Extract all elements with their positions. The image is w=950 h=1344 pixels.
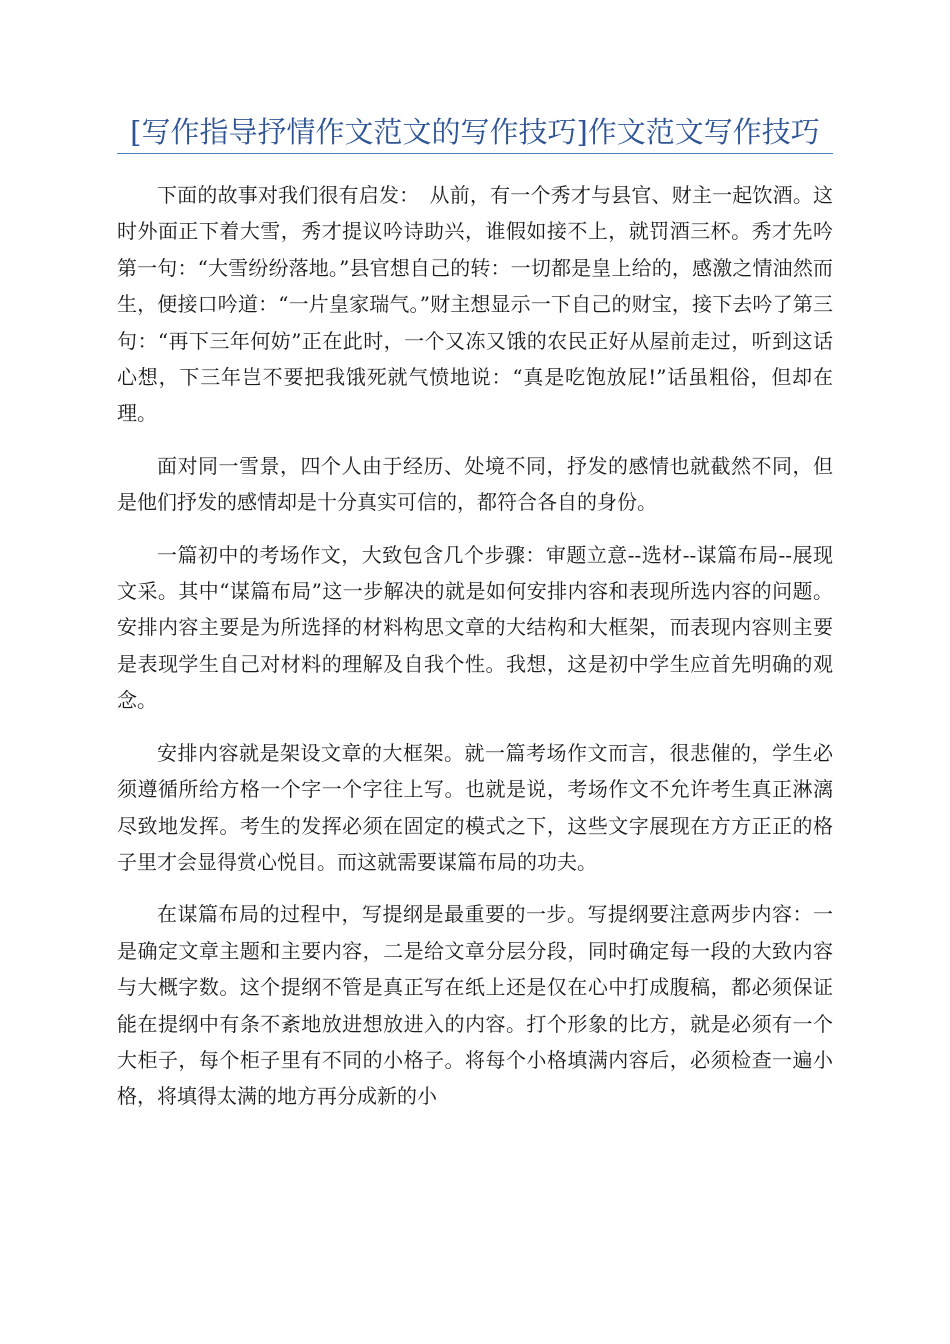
- document-body: [117, 177, 833, 1131]
- paragraph-framework: 安排内容就是架设文章的大框架。就一篇考场作文而言，很悲催的，学生必须遵循所给方格一个字一个字往上写。也就是说，考场作文不允许考生真正淋漓尽致地发挥。考生的发挥必须在固定的模式之下，这些文字展现在方方正正的格子里才会显得赏心悦目。而这就需要谋篇布局的功夫。: [117, 740, 833, 874]
- document-title: [写作指导抒情作文范文的写作技巧]作文范文写作技巧: [130, 115, 820, 149]
- paragraph-story: 下面的故事对我们很有启发： 从前，有一个秀才与县官、财主一起饮酒。这时外面正下着大雪，秀才提议吟诗助兴，谁假如接不上，就罚酒三杯。秀才先吟第一句：“大雪纷纷落地。”县官想自己的转：一切都是皇上给的，感激之情油然而生，便接口吟道：“一片皇家瑞气。”财主想显示一下自己的财宝，接下去吟了第三句：“再下三年何妨”正在此时，一个又冻又饿的农民正好从屋前走过，听到这话心想，下三年岂不要把我饿死就气愤地说：“真是吃饱放屁!”话虽粗俗，但却在理。: [117, 183, 833, 426]
- paragraph-exam-steps: 一篇初中的考场作文，大致包含几个步骤：审题立意--选材--谋篇布局--展现文采。其中“谋篇布局”这一步解决的就是如何安排内容和表现所选内容的问题。安排内容主要是为所选择的材料构思文章的大结构和大框架，而表现内容则主要是表现学生自己对材料的理解及自我个性。我想，这是初中学生应首先明确的观念。: [117, 542, 833, 713]
- title-underline: [117, 153, 833, 154]
- paragraph-outline: 在谋篇布局的过程中，写提纲是最重要的一步。写提纲要注意两步内容：一是确定文章主题和主要内容，二是给文章分层分段，同时确定每一段的大致内容与大概字数。这个提纲不管是真正写在纸上还是仅在心中打成腹稿，都必须保证能在提纲中有条不紊地放进想放进入的内容。打个形象的比方，就是必须有一个大柜子，每个柜子里有不同的小格子。将每个小格填满内容后，必须检查一遍小格，将填得太满的地方再分成新的小: [117, 902, 833, 1109]
- paragraph-snow-scene: 面对同一雪景，四个人由于经历、处境不同，抒发的感情也就截然不同，但是他们抒发的感情却是十分真实可信的，都符合各自的身份。: [117, 453, 833, 515]
